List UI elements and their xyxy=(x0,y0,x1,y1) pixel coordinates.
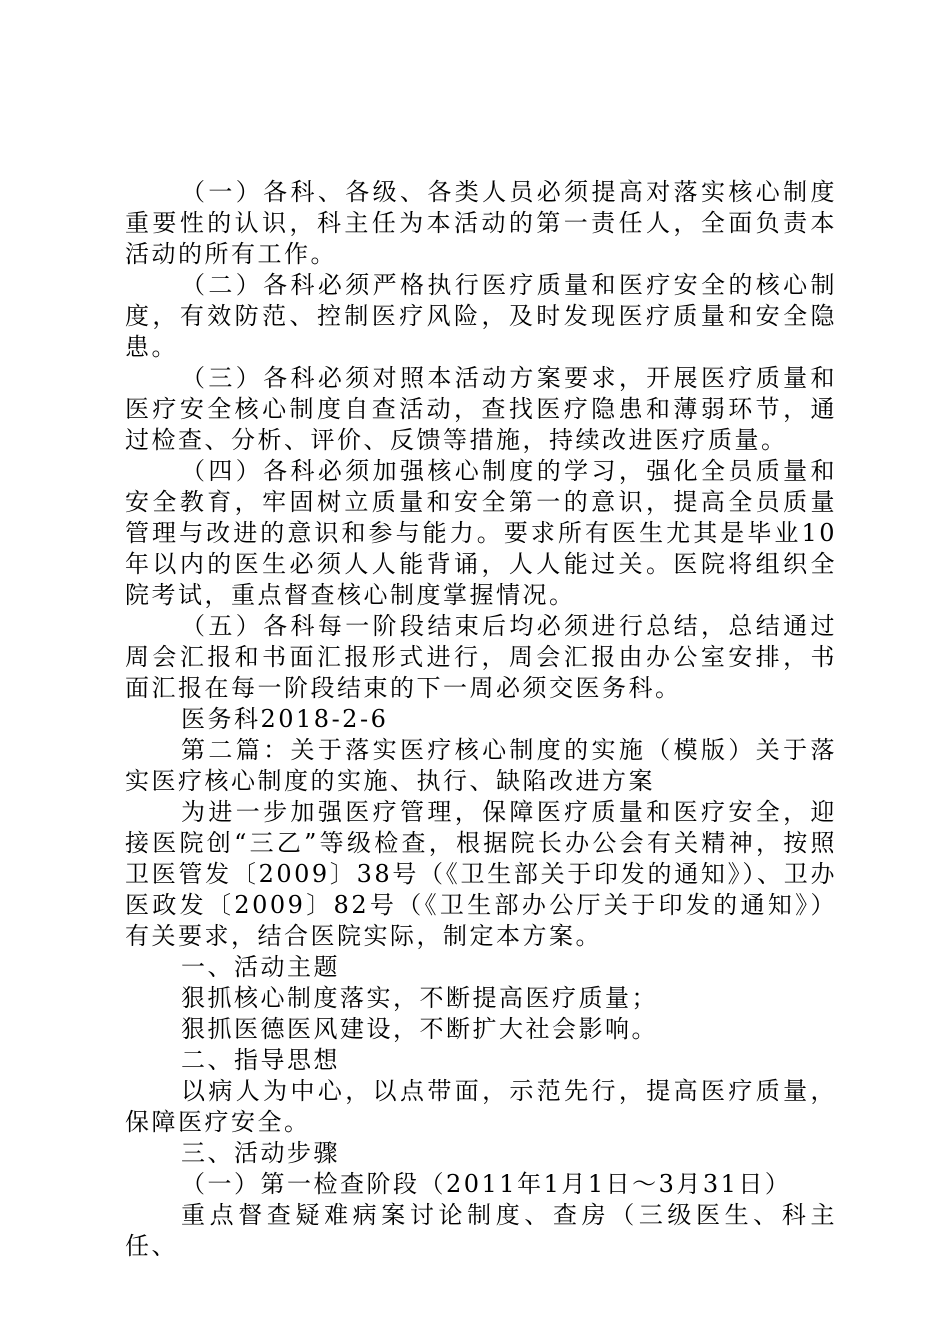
guiding-idea-text: 以病人为中心，以点带面，示范先行，提高医疗质量，保障医疗安全。 xyxy=(125,1077,837,1136)
theme-line-1: 狠抓核心制度落实，不断提高医疗质量； xyxy=(181,984,658,1012)
heading-activity-theme: 一、活动主题 xyxy=(181,953,340,981)
step-stage-1: （一）第一检查阶段（2011年1月1日～3月31日） xyxy=(181,1170,792,1198)
paragraph-item-2: （二）各科必须严格执行医疗质量和医疗安全的核心制度，有效防范、控制医疗风险，及时发现医疗质量和安全隐患。 xyxy=(125,271,837,361)
document-body xyxy=(125,177,837,1262)
heading-guiding-idea: 二、指导思想 xyxy=(181,1046,340,1074)
heading-activity-steps: 三、活动步骤 xyxy=(181,1139,340,1167)
paragraph-item-1: （一）各科、各级、各类人员必须提高对落实核心制度重要性的认识，科主任为本活动的第一责任人，全面负责本活动的所有工作。 xyxy=(125,178,837,268)
signature-line: 医务科2018-2-6 xyxy=(181,705,389,733)
paragraph-item-3: （三）各科必须对照本活动方案要求，开展医疗质量和医疗安全核心制度自查活动，查找医疗隐患和薄弱环节，通过检查、分析、评价、反馈等措施，持续改进医疗质量。 xyxy=(125,364,837,454)
step-stage-1-detail: 重点督查疑难病案讨论制度、查房（三级医生、科主任、 xyxy=(125,1201,837,1260)
intro-paragraph: 为进一步加强医疗管理，保障医疗质量和医疗安全，迎接医院创“三乙”等级检查，根据院长办公会有关精神，按照卫医管发〔2009〕38号（《卫生部关于印发的通知》）、卫办医政发〔2009〕82号（《卫生部办公厅关于印发的通知》）有关要求，结合医院实际，制定本方案。 xyxy=(125,798,837,950)
theme-line-2: 狠抓医德医风建设，不断扩大社会影响。 xyxy=(181,1015,658,1043)
paragraph-item-5: （五）各科每一阶段结束后均必须进行总结，总结通过周会汇报和书面汇报形式进行，周会汇报由办公室安排，书面汇报在每一阶段结束的下一周必须交医务科。 xyxy=(125,612,837,702)
section-title: 第二篇：关于落实医疗核心制度的实施（模版）关于落实医疗核心制度的实施、执行、缺陷改进方案 xyxy=(125,736,837,795)
paragraph-item-4: （四）各科必须加强核心制度的学习，强化全员质量和安全教育，牢固树立质量和安全第一的意识，提高全员质量管理与改进的意识和参与能力。要求所有医生尤其是毕业10年以内的医生必须人人能背诵，人人能过关。医院将组织全院考试，重点督查核心制度掌握情况。 xyxy=(125,457,837,609)
